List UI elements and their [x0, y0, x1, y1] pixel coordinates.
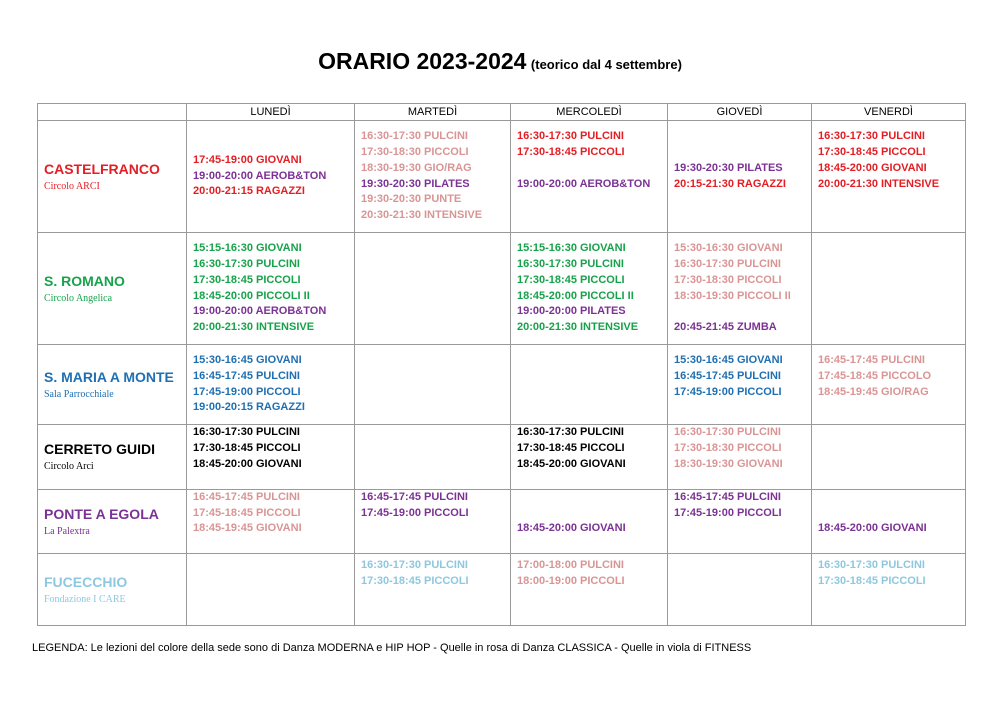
venue-name: CERRETO GUIDI — [44, 441, 155, 458]
class-slot: 19:00-20:15 RAGAZZI — [193, 401, 305, 414]
schedule-cell — [511, 345, 668, 425]
day-header: MERCOLEDÌ — [511, 104, 668, 121]
class-slot: 20:00-21:30 INTENSIVE — [193, 321, 315, 334]
corner-cell — [38, 104, 187, 121]
class-slot — [674, 400, 811, 416]
class-slot: 15:30-16:45 GIOVANI — [674, 353, 783, 366]
class-slot: 17:45-18:45 PICCOLI — [193, 506, 301, 519]
class-slot: 17:45-18:45 PICCOLO — [818, 369, 932, 382]
class-slot — [517, 606, 667, 622]
class-slot — [361, 537, 510, 553]
class-slot — [517, 192, 667, 208]
class-slot — [193, 537, 354, 553]
class-slot: 16:30-17:30 PULCINI — [517, 257, 624, 270]
class-slot: 19:00-20:00 AEROB&TON — [517, 177, 651, 190]
class-slot: 18:45-19:45 GIOVANI — [193, 522, 302, 535]
class-slot — [517, 537, 667, 553]
schedule-cell — [668, 233, 812, 345]
venue-name: CASTELFRANCO — [44, 161, 160, 177]
class-slot: 20:30-21:30 INTENSIVE — [361, 209, 483, 222]
class-slot: 17:45-19:00 PICCOLI — [674, 385, 782, 398]
class-slot: 18:45-20:00 PICCOLI II — [517, 289, 634, 302]
class-slot: 16:45-17:45 PULCINI — [193, 369, 300, 382]
class-slot: 16:45-17:45 PULCINI — [361, 490, 468, 503]
class-slot: 17:30-18:30 PICCOLI — [674, 441, 782, 454]
class-slot: 15:30-16:45 GIOVANI — [193, 353, 302, 366]
venue-row — [38, 554, 966, 626]
day-header: LUNEDÌ — [187, 104, 355, 121]
class-slot: 18:45-20:00 GIOVANI — [818, 161, 927, 174]
class-slot: 16:30-17:30 PULCINI — [517, 426, 624, 438]
class-slot: 19:00-20:00 PILATES — [517, 305, 626, 318]
class-slot: 17:30-18:45 PICCOLI — [361, 574, 469, 587]
legend-text: LEGENDA: Le lezioni del colore della sede sono di Danza MODERNA e HIP HOP - Quelle in rosa di Danza CLASSICA - Quelle in viola di FITNESS — [32, 642, 752, 654]
venue-name: FUCECCHIO — [44, 574, 128, 591]
class-slot: 20:00-21:30 INTENSIVE — [818, 177, 940, 190]
class-slot — [517, 490, 667, 506]
class-slot: 18:30-19:30 PICCOLI II — [674, 289, 791, 302]
schedule-cell — [812, 233, 966, 345]
day-header: GIOVEDÌ — [668, 104, 812, 121]
class-slot — [517, 506, 667, 522]
schedule-cell — [812, 554, 966, 626]
class-slot: 18:30-19:30 GIO/RAG — [361, 161, 472, 174]
schedule-cell — [511, 489, 668, 554]
class-slot: 16:30-17:30 PULCINI — [193, 426, 300, 438]
class-slot: 20:00-21:30 INTENSIVE — [517, 321, 639, 334]
venue-row — [38, 345, 966, 425]
venue-location: Sala Parrocchiale — [44, 389, 114, 400]
venue-location: Fondazione I CARE — [44, 594, 126, 606]
class-slot — [361, 521, 510, 537]
class-slot — [818, 506, 965, 522]
schedule-cell — [187, 489, 355, 554]
schedule-cell — [187, 345, 355, 425]
class-slot: 16:30-17:30 PULCINI — [674, 257, 781, 270]
class-slot: 18:30-19:30 GIOVANI — [674, 457, 783, 470]
schedule-cell — [812, 121, 966, 233]
class-slot: 20:45-21:45 ZUMBA — [674, 321, 777, 334]
class-slot — [818, 400, 965, 416]
day-header: MARTEDÌ — [355, 104, 511, 121]
class-slot: 17:30-18:30 PICCOLI — [361, 145, 469, 158]
venue-cell — [38, 425, 187, 490]
class-slot: 19:30-20:30 PILATES — [361, 177, 470, 190]
class-slot — [193, 473, 354, 489]
schedule-cell — [668, 345, 812, 425]
class-slot — [517, 473, 667, 489]
class-slot — [517, 161, 667, 177]
class-slot: 16:30-17:30 PULCINI — [517, 129, 624, 142]
venue-row — [38, 425, 966, 490]
title-subtitle: (teorico dal 4 settembre) — [530, 57, 682, 72]
class-slot: 17:30-18:45 PICCOLI — [517, 441, 625, 454]
class-slot: 16:45-17:45 PULCINI — [193, 490, 300, 503]
venue-location: La Palextra — [44, 525, 90, 537]
class-slot: 17:30-18:30 PICCOLI — [674, 273, 782, 286]
class-slot — [818, 537, 965, 553]
schedule-cell — [668, 425, 812, 490]
class-slot: 17:00-18:00 PULCINI — [517, 558, 624, 571]
class-slot: 16:30-17:30 PULCINI — [818, 558, 925, 571]
class-slot: 18:45-20:00 GIOVANI — [818, 522, 927, 535]
schedule-cell — [511, 425, 668, 490]
venue-location: Circolo ARCI — [44, 181, 100, 192]
schedule-cell — [187, 554, 355, 626]
venue-row — [38, 121, 966, 233]
schedule-cell — [355, 425, 511, 490]
class-slot: 17:45-19:00 GIOVANI — [193, 153, 302, 166]
class-slot: 19:30-20:30 PILATES — [674, 161, 783, 174]
schedule-cell — [668, 554, 812, 626]
schedule-cell — [812, 489, 966, 554]
class-slot — [674, 537, 811, 553]
class-slot — [818, 192, 965, 208]
schedule-cell — [187, 425, 355, 490]
class-slot: 18:45-19:45 GIO/RAG — [818, 385, 929, 398]
schedule-cell — [355, 345, 511, 425]
class-slot: 18:45-20:00 GIOVANI — [517, 522, 626, 535]
page-title — [0, 48, 1000, 75]
class-slot — [818, 590, 965, 606]
class-slot: 15:30-16:30 GIOVANI — [674, 241, 783, 254]
class-slot: 17:45-19:00 PICCOLI — [674, 506, 782, 519]
schedule-cell — [187, 121, 355, 233]
venue-cell — [38, 233, 187, 345]
venue-name: S. ROMANO — [44, 273, 125, 289]
schedule-cell — [355, 121, 511, 233]
title-main: ORARIO 2023-2024 — [318, 48, 527, 74]
schedule-cell — [668, 121, 812, 233]
class-slot: 17:30-18:45 PICCOLI — [818, 145, 926, 158]
class-slot: 19:00-20:00 AEROB&TON — [193, 169, 327, 182]
venue-row — [38, 233, 966, 345]
schedule-cell — [355, 489, 511, 554]
class-slot: 16:45-17:45 PULCINI — [674, 369, 781, 382]
class-slot — [517, 590, 667, 606]
schedule-cell — [511, 121, 668, 233]
schedule-cell — [511, 233, 668, 345]
class-slot: 19:00-20:00 AEROB&TON — [193, 305, 327, 318]
schedule-cell — [187, 233, 355, 345]
schedule-cell — [668, 489, 812, 554]
class-slot — [674, 521, 811, 537]
class-slot: 15:15-16:30 GIOVANI — [193, 241, 302, 254]
class-slot: 15:15-16:30 GIOVANI — [517, 241, 626, 254]
class-slot: 16:30-17:30 PULCINI — [818, 129, 925, 142]
schedule-cell — [511, 554, 668, 626]
class-slot — [818, 208, 965, 224]
class-slot — [361, 590, 510, 606]
venue-cell — [38, 121, 187, 233]
class-slot: 16:30-17:30 PULCINI — [193, 257, 300, 270]
schedule-cell — [812, 345, 966, 425]
class-slot: 20:00-21:15 RAGAZZI — [193, 185, 305, 198]
class-slot: 16:45-17:45 PULCINI — [818, 353, 925, 366]
class-slot: 16:30-17:30 PULCINI — [674, 426, 781, 438]
class-slot — [674, 304, 811, 320]
venue-cell — [38, 345, 187, 425]
class-slot: 18:45-20:00 GIOVANI — [517, 457, 626, 470]
class-slot: 16:30-17:30 PULCINI — [361, 558, 468, 571]
class-slot: 18:45-20:00 PICCOLI II — [193, 289, 310, 302]
class-slot: 18:00-19:00 PICCOLI — [517, 574, 625, 587]
venue-cell — [38, 489, 187, 554]
venue-location: Circolo Angelica — [44, 293, 113, 304]
venue-name: S. MARIA A MONTE — [44, 369, 174, 385]
class-slot: 16:30-17:30 PULCINI — [361, 129, 468, 142]
class-slot: 17:45-19:00 PICCOLI — [361, 506, 469, 519]
class-slot: 20:15-21:30 RAGAZZI — [674, 177, 786, 190]
class-slot: 16:45-17:45 PULCINI — [674, 490, 781, 503]
class-slot: 17:30-18:45 PICCOLI — [193, 441, 301, 454]
schedule-cell — [355, 233, 511, 345]
venue-location: Circolo Arci — [44, 461, 94, 473]
schedule-cell — [812, 425, 966, 490]
class-slot: 17:30-18:45 PICCOLI — [818, 574, 926, 587]
venue-name: PONTE A EGOLA — [44, 505, 159, 522]
class-slot — [361, 606, 510, 622]
class-slot — [818, 490, 965, 506]
class-slot — [674, 473, 811, 489]
class-slot — [818, 606, 965, 622]
header-row — [38, 104, 966, 121]
class-slot: 17:30-18:45 PICCOLI — [517, 273, 625, 286]
class-slot: 17:30-18:45 PICCOLI — [517, 145, 625, 158]
venue-cell — [38, 554, 187, 626]
day-header: VENERDÌ — [812, 104, 966, 121]
class-slot: 19:30-20:30 PUNTE — [361, 193, 462, 206]
schedule-table — [37, 103, 966, 626]
venue-row — [38, 489, 966, 554]
class-slot: 18:45-20:00 GIOVANI — [193, 457, 302, 470]
schedule-cell — [355, 554, 511, 626]
schedule-body — [38, 121, 966, 626]
class-slot — [517, 208, 667, 224]
class-slot: 17:45-19:00 PICCOLI — [193, 385, 301, 398]
class-slot: 17:30-18:45 PICCOLI — [193, 273, 301, 286]
